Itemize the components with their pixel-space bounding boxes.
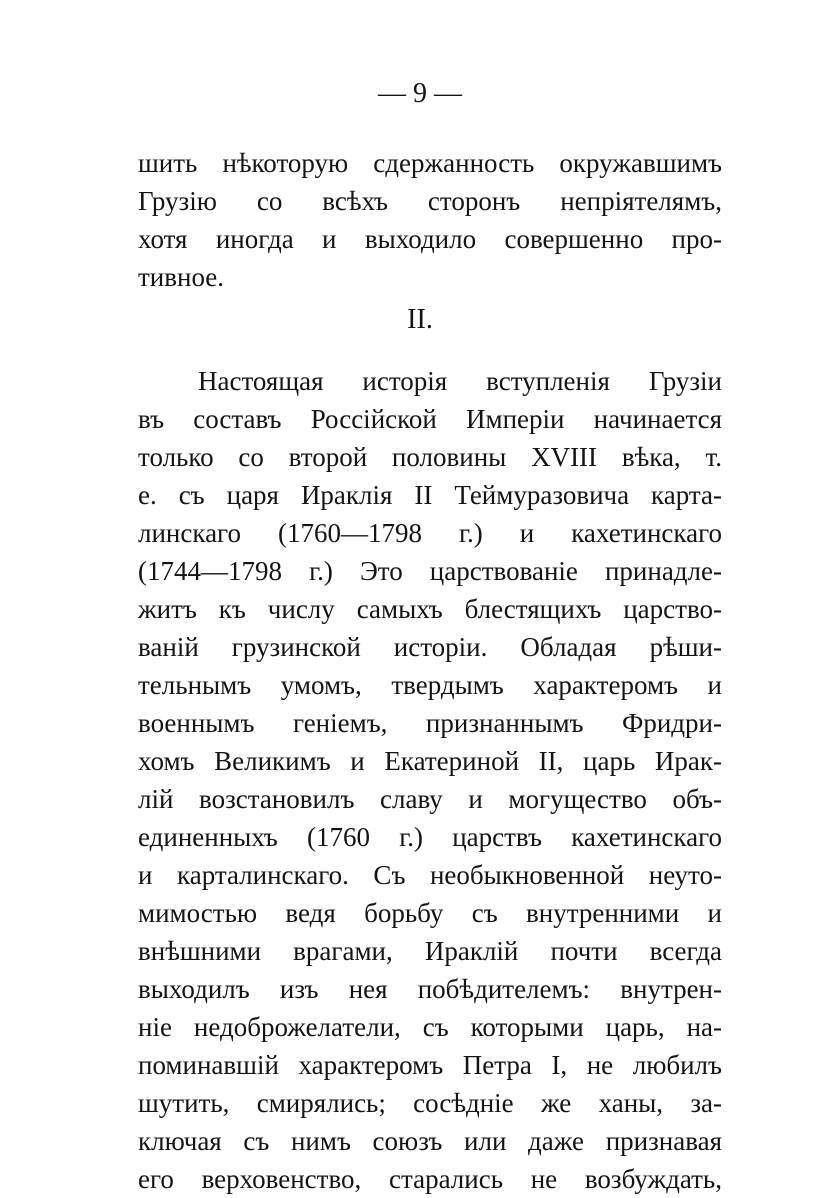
text-line: ніе недоброжелатели, съ которыми царь, на- xyxy=(138,1012,722,1042)
text-line: только со второй половины XVIII вѣка, т. xyxy=(138,442,722,472)
page-number: — 9 — xyxy=(378,78,462,109)
text-line: шить нѣкоторую сдержанность окружавшимъ xyxy=(138,148,722,178)
text-line: военнымъ геніемъ, признаннымъ Фридри- xyxy=(138,708,722,738)
text-line: и карталинскаго. Съ необыкновенной неуто- xyxy=(138,860,722,890)
text-line: тивное. xyxy=(138,262,225,292)
text-line: лій возстановилъ славу и могущество объ- xyxy=(138,784,722,814)
text-line: е. съ царя Ираклія II Теймуразовича карта- xyxy=(138,480,722,510)
text-line: шутить, смирялись; сосѣдніе же ханы, за- xyxy=(138,1088,722,1118)
text-line: поминавшій характеромъ Петра I, не любилъ xyxy=(138,1050,722,1080)
text-line: мимостью ведя борьбу съ внутренними и xyxy=(138,898,722,928)
section-heading: II. xyxy=(407,304,433,335)
text-line: выходилъ изъ нея побѣдителемъ: внутрен- xyxy=(138,974,722,1004)
text-line: житъ къ числу самыхъ блестящихъ царство- xyxy=(138,594,722,624)
text-line: внѣшними врагами, Ираклій почти всегда xyxy=(138,936,722,966)
text-line: единенныхъ (1760 г.) царствъ кахетинскаго xyxy=(138,822,722,852)
paragraph-first-line: Настоящая исторія вступленія Грузіи xyxy=(198,366,722,396)
text-line: ваній грузинской исторіи. Обладая рѣши- xyxy=(138,632,722,662)
text-line: его верховенство, старались не возбуждать, xyxy=(138,1164,722,1194)
text-line: (1744—1798 г.) Это царствованіе принадле- xyxy=(138,556,722,586)
text-line: ключая съ нимъ союзъ или даже признавая xyxy=(138,1126,722,1156)
text-line: линскаго (1760—1798 г.) и кахетинскаго xyxy=(138,518,722,548)
text-line: въ составъ Россійской Имперіи начинается xyxy=(138,404,722,434)
text-line: хомъ Великимъ и Екатериной II, царь Ирак- xyxy=(138,746,722,776)
text-line: Грузію со всѣхъ сторонъ непріятелямъ, xyxy=(138,186,722,216)
text-line: тельнымъ умомъ, твердымъ характеромъ и xyxy=(138,670,722,700)
text-line: хотя иногда и выходило совершенно про- xyxy=(138,224,722,254)
